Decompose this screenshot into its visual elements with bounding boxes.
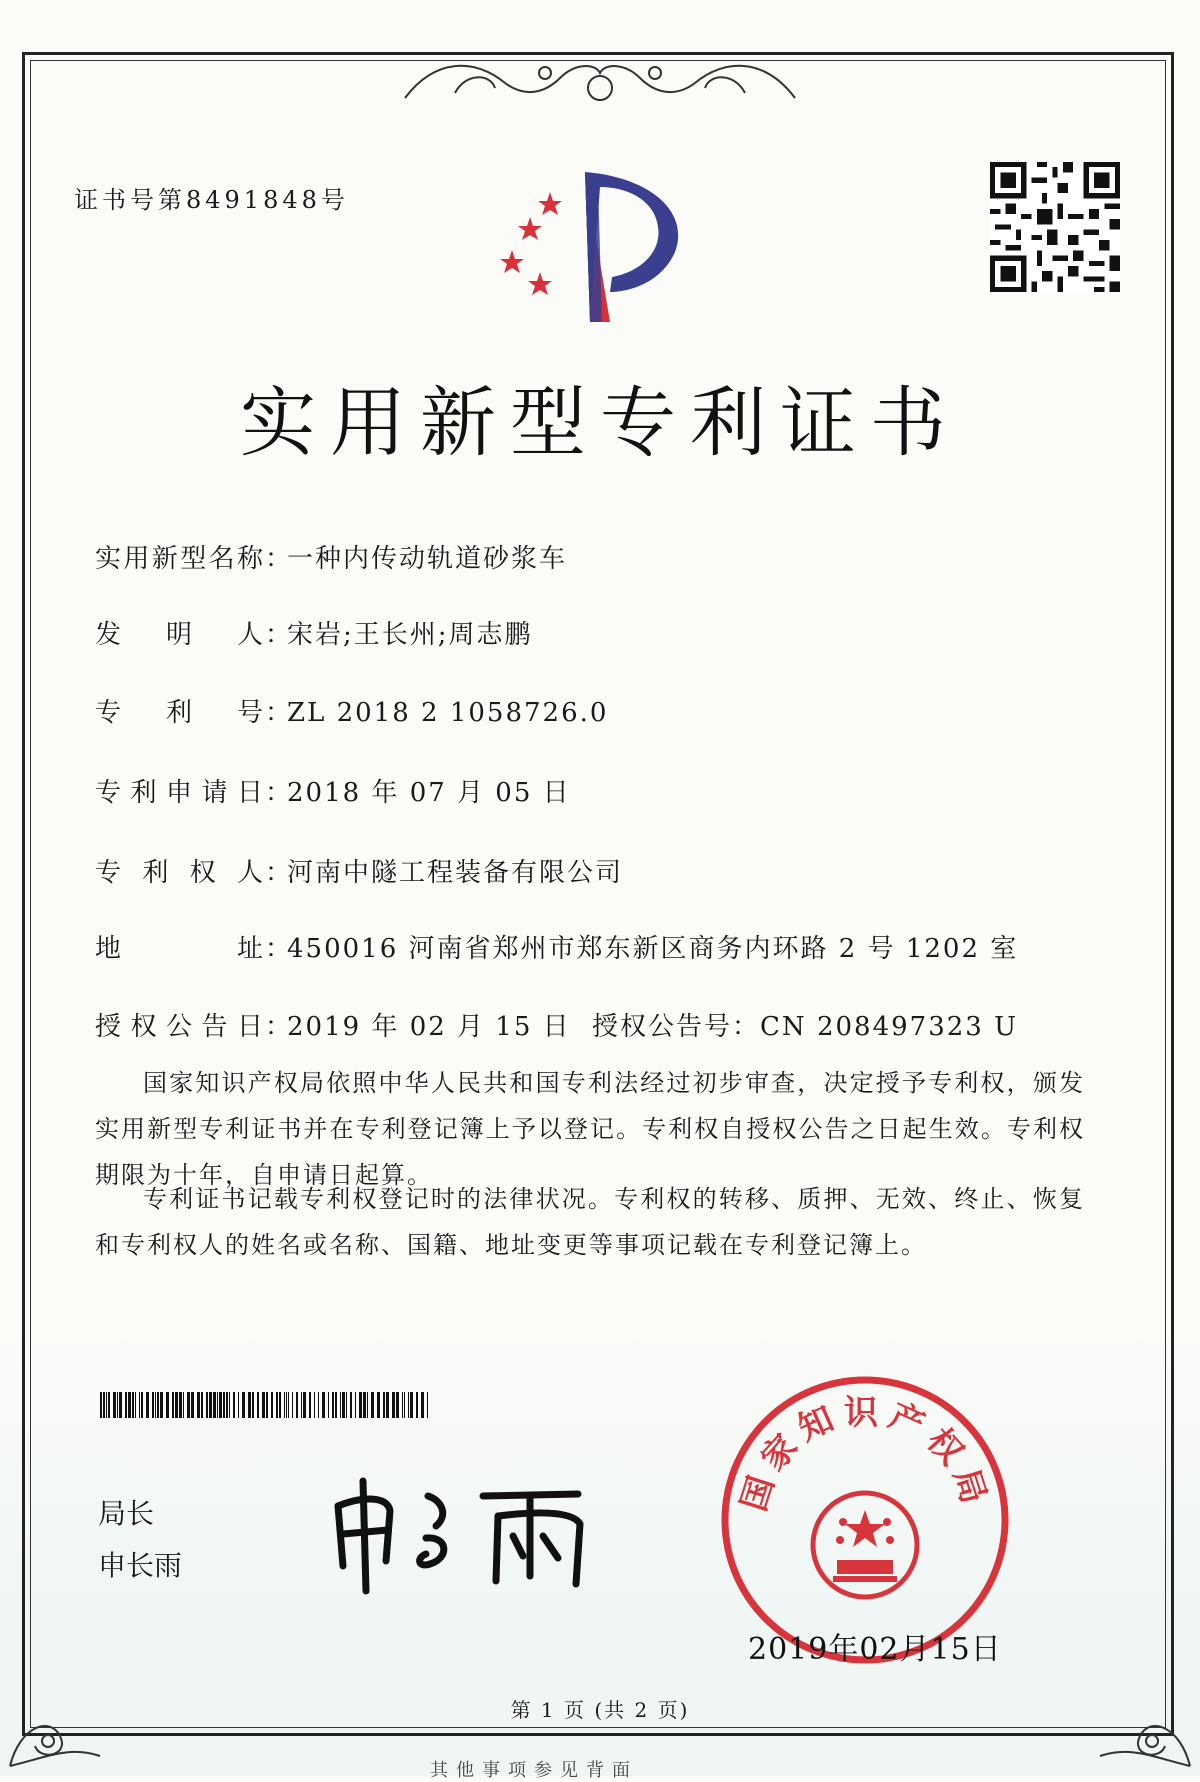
top-ornament	[395, 38, 805, 118]
body-paragraph-1: 国家知识产权局依照中华人民共和国专利法经过初步审查，决定授予专利权，颁发实用新型专利证书并在专利登记簿上予以登记。专利权自授权公告之日起生效。专利权期限为十年，自申请日起算。	[95, 1069, 1085, 1189]
director-signature	[318, 1466, 618, 1596]
certificate-title: 实用新型专利证书	[240, 378, 960, 467]
field-value: 2018 年 07 月 05 日	[287, 778, 571, 808]
field-label: 专利号	[95, 698, 265, 728]
field-value: 河南中隧工程装备有限公司	[287, 858, 624, 888]
field-value: 2019 年 02 月 15 日	[287, 1012, 571, 1042]
field-address: 地址：450016 河南省郑州市郑东新区商务内环路 2 号 1202 室	[95, 928, 1018, 965]
director-name: 申长雨	[98, 1549, 183, 1582]
field-value: CN 208497323 U	[760, 1012, 1018, 1042]
svg-text:国家知识产权局: 国家知识产权局	[733, 1392, 997, 1517]
page-number: 第 1 页 (共 2 页)	[510, 1698, 690, 1722]
field-announcement-number: 授权公告号：CN 208497323 U	[592, 1012, 1018, 1042]
field-value: ZL 2018 2 1058726.0	[287, 698, 609, 728]
field-label: 授权公告日	[95, 1012, 265, 1042]
certificate-number: 证书号第8491848号	[74, 186, 349, 214]
field-label: 发明人	[95, 620, 265, 650]
field-label: 专利申请日	[95, 778, 265, 808]
cnipa-logo-icon	[490, 172, 700, 322]
director-title: 局长	[98, 1497, 155, 1530]
field-label: 实用新型名称	[95, 544, 265, 574]
field-grant-date: 授权公告日：2019 年 02 月 15 日	[95, 1006, 571, 1043]
field-label: 地址	[95, 934, 265, 964]
svg-text:申长雨: 申长雨	[318, 1593, 325, 1595]
field-value: 宋岩;王长州;周志鹏	[287, 620, 533, 650]
qr-code-icon	[990, 162, 1120, 292]
field-label: 专利权人	[95, 858, 265, 888]
seal-date: 2019年02月15日	[748, 1632, 1002, 1667]
field-inventor: 发明人：宋岩;王长州;周志鹏	[95, 614, 533, 651]
field-value: 450016 河南省郑州市郑东新区商务内环路 2 号 1202 室	[287, 934, 1019, 964]
field-value: 一种内传动轨道砂浆车	[287, 544, 568, 574]
national-emblem-icon	[813, 1493, 917, 1597]
body-paragraph-2: 专利证书记载专利权登记时的法律状况。专利权的转移、质押、无效、终止、恢复和专利权人的姓名或名称、国籍、地址变更等事项记载在专利登记簿上。	[95, 1185, 1085, 1259]
barcode-icon	[100, 1392, 430, 1418]
field-utility-model-name: 实用新型名称：一种内传动轨道砂浆车	[95, 538, 567, 575]
field-patent-number: 专利号：ZL 2018 2 1058726.0	[95, 692, 608, 729]
field-application-date: 专利申请日：2018 年 07 月 05 日	[95, 772, 571, 809]
field-patentee: 专利权人：河南中隧工程装备有限公司	[95, 852, 623, 889]
footer-note: 其他事项参见背面	[430, 1760, 638, 1781]
field-label: 授权公告号	[592, 1012, 733, 1042]
